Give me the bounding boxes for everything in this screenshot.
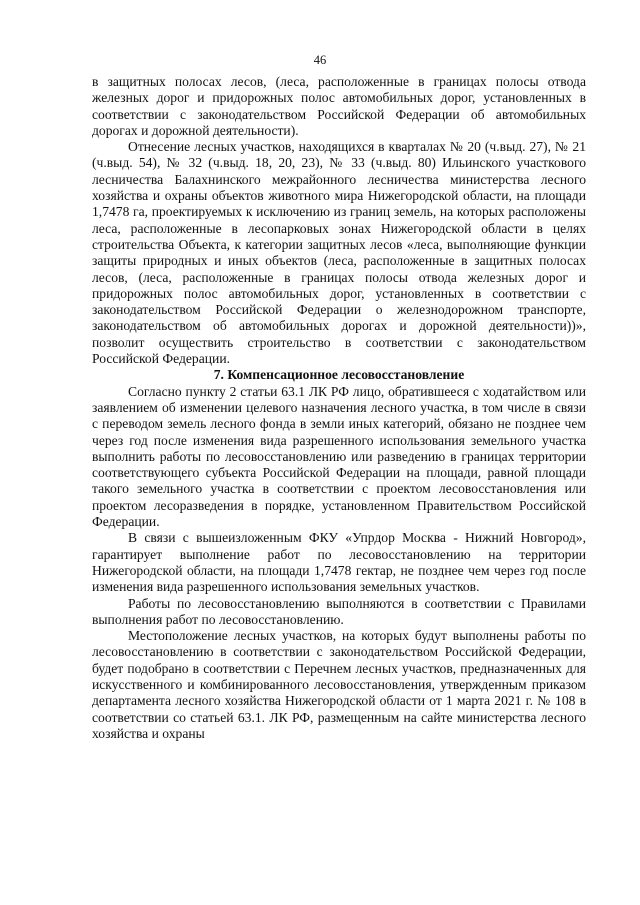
paragraph-article-63-1: Согласно пункту 2 статьи 63.1 ЛК РФ лицо, обратившееся с ходатайством или заявлением об изменении целевого назначения лесного участка, в том числе в связи с переводом земель лесного фонда в земли иных категорий, обязано не позднее чем через год после изменения вида разрешенного использования земельного участка выполнить работы по лесовосстановлению или разведению в границах территории соответствующего субъекта Российской Федерации на площади, равной площади такого земельного участка в соответствии с проектом лесовосстановления или проектом лесоразведения в порядке, установленном Правительством Российской Федерации.	[92, 383, 586, 530]
page-body	[92, 74, 586, 742]
section-heading-reforestation: 7. Компенсационное лесовосстановление	[213, 367, 465, 383]
paragraph-guarantee: В связи с вышеизложенным ФКУ «Упрдор Москва - Нижний Новгород», гарантирует выполнение работ по лесовосстановлению на территории Нижегородской области, на площади 1,7478 гектар, не позднее чем через год после изменения вида разрешенного использования земельных участков.	[92, 530, 586, 595]
page-number: 46	[313, 53, 327, 67]
paragraph-continuation: в защитных полосах лесов, (леса, расположенные в границах полосы отвода железных дорог и придорожных полос автомобильных дорог, установленных в соответствии с законодательством Российской Федерации об автомобильных дорогах и дорожной деятельности).	[92, 74, 586, 138]
paragraph-rules: Работы по лесовосстановлению выполняются в соответствии с Правилами выполнения работ по лесовосстановлению.	[92, 595, 586, 627]
paragraph-location: Местоположение лесных участков, на которых будут выполнены работы по лесовосстановлению в соответствии с законодательством Российской Федерации, будет подобрано в соответствии с Перечнем лесных участков, предназначенных для искусственного и комбинированного лесовосстановления, утвержденным приказом департамента лесного хозяйства Нижегородской области от 1 марта 2021 г. № 108 в соответствии со статьей 63.1. ЛК РФ, размещенным на сайте министерства лесного хозяйства и охраны	[92, 628, 586, 741]
paragraph-protective-forests: Отнесение лесных участков, находящихся в кварталах № 20 (ч.выд. 27), № 21 (ч.выд. 54), № 32 (ч.выд. 18, 20, 23), № 33 (ч.выд. 80) Ильинского участкового лесничества Балахнинского межрайонного лесничества министерства лесного хозяйства и охраны объектов животного мира Нижегородской области, на площади 1,7478 га, проектируемых к исключению из границ земель, на которых расположены леса, расположенные в лесопарковых зонах Нижегородской области в целях строительства Объекта, к категории защитных лесов «леса, выполняющие функции защиты природных и иных объектов (леса, расположенные в защитных полосах лесов, (леса, расположенные в границах полосы отвода железных дорог и придорожных полос автомобильных дорог, установленных в соответствии с законодательством Российской Федерации о железнодорожном транспорте, законодательством об автомобильных дорогах и дорожной деятельности))», позволит осуществить строительство в соответствии с законодательством Российской Федерации.	[92, 139, 586, 367]
